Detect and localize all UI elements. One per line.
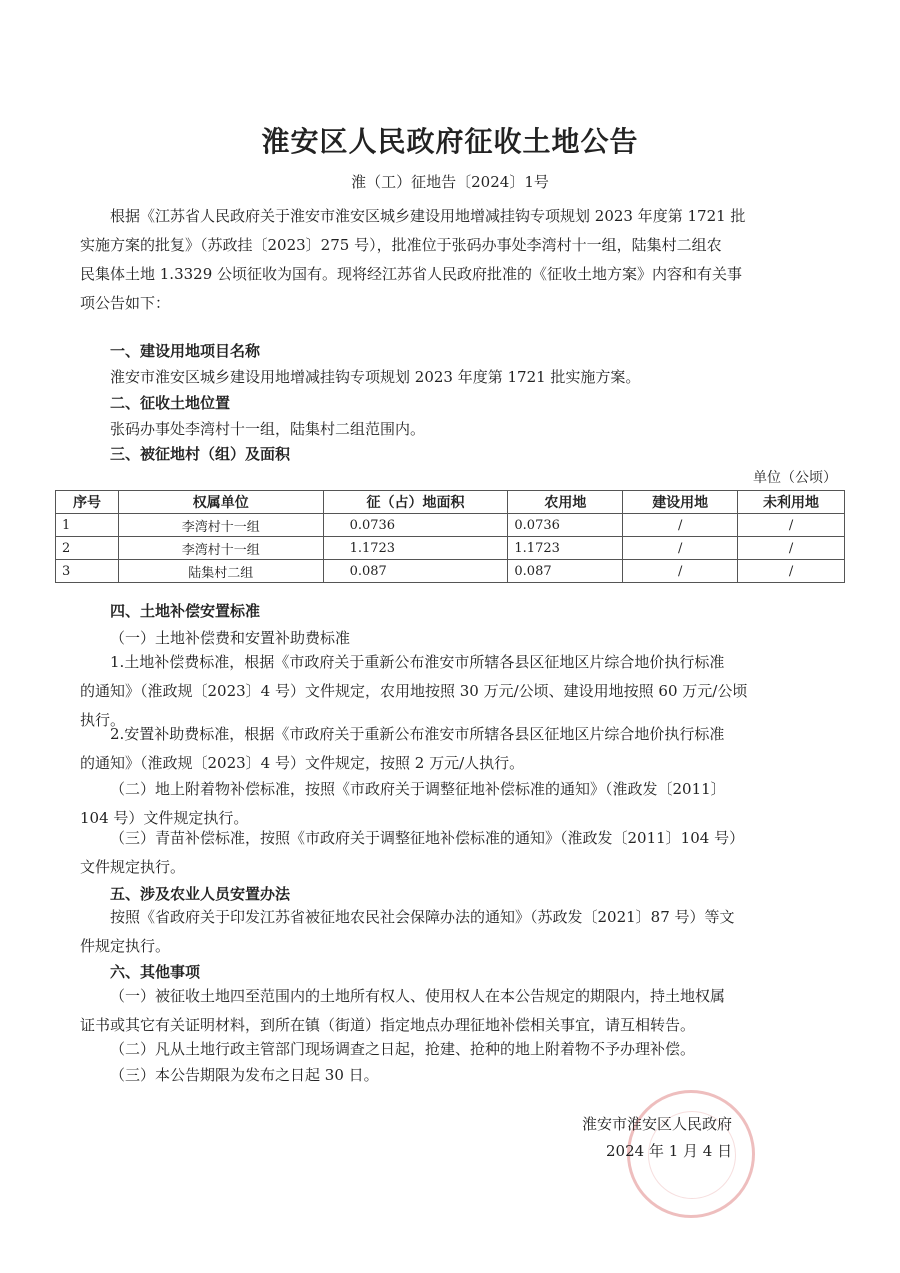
header-owner: 权属单位 (118, 491, 323, 514)
section-5-heading: 五、涉及农业人员安置办法 (110, 885, 291, 903)
paragraph-line: （三）青苗补偿标准，按照《市政府关于调整征地补偿标准的通知》（淮政发〔2011〕104 号） (110, 829, 745, 847)
table-row (56, 537, 845, 560)
cell-unused-land: / (738, 514, 845, 537)
page-title: 淮安区人民政府征收土地公告 (261, 125, 639, 158)
intro-line: 实施方案的批复》（苏政挂〔2023〕275 号），批准位于张码办事处李湾村十一组，陆集村二组农 (80, 236, 722, 254)
section-5-paragraph (80, 903, 840, 961)
section-2-text: 张码办事处李湾村十一组，陆集村二组范围内。 (110, 420, 426, 438)
section-2-heading: 二、征收土地位置 (110, 394, 231, 412)
table-unit-label: 单位（公顷） (753, 470, 837, 486)
paragraph-line: （二）地上附着物补偿标准，按照《市政府关于调整征地补偿标准的通知》（淮政发〔2011〕 (110, 780, 726, 798)
header-construction-land: 建设用地 (623, 491, 738, 514)
paragraph-line: 的通知》（淮政规〔2023〕4 号）文件规定，按照 2 万元/人执行。 (80, 754, 525, 772)
section-4-subheading: （一）土地补偿费和安置补助费标准 (110, 629, 351, 647)
cell-total-area: 0.087 (323, 560, 508, 583)
cell-serial: 1 (56, 514, 119, 537)
land-area-table (55, 490, 845, 583)
paragraph-line: 执行。 (80, 711, 126, 729)
section-6-paragraph-2: （二）凡从土地行政主管部门现场调查之日起，抢建、抢种的地上附着物不予办理补偿。 (110, 1040, 696, 1058)
paragraph-line: 按照《省政府关于印发江苏省被征地农民社会保障办法的通知》（苏政发〔2021〕87 号）等文 (110, 908, 735, 926)
paragraph-line: 的通知》（淮政规〔2023〕4 号）文件规定，农用地按照 30 万元/公顷、建设用地按照 60 万元/公顷 (80, 682, 748, 700)
header-total-area: 征（占）地面积 (323, 491, 508, 514)
cell-unused-land: / (738, 560, 845, 583)
paragraph-line: 件规定执行。 (80, 937, 171, 955)
cell-farmland: 1.1723 (508, 537, 623, 560)
signature-organization: 淮安市淮安区人民政府 (582, 1115, 733, 1133)
cell-owner: 李湾村十一组 (118, 514, 323, 537)
cell-construction-land: / (623, 514, 738, 537)
intro-line: 民集体土地 1.3329 公顷征收为国有。现将经江苏省人民政府批准的《征收土地方案》内容和有关事 (80, 265, 743, 283)
section-6-heading: 六、其他事项 (110, 963, 201, 981)
paragraph-line: 104 号）文件规定执行。 (80, 809, 249, 827)
cell-construction-land: / (623, 537, 738, 560)
resettlement-subsidy-paragraph (80, 720, 840, 778)
section-4-heading: 四、土地补偿安置标准 (110, 602, 261, 620)
table-header-row (56, 491, 845, 514)
cell-unused-land: / (738, 537, 845, 560)
intro-line: 项公告如下： (80, 294, 171, 312)
cell-serial: 3 (56, 560, 119, 583)
cell-farmland: 0.087 (508, 560, 623, 583)
paragraph-line: 2.安置补助费标准，根据《市政府关于重新公布淮安市所辖各县区征地区片综合地价执行标准 (110, 725, 725, 743)
document-number: 淮（工）征地告〔2024〕1号 (351, 173, 549, 191)
table-row (56, 514, 845, 537)
cell-serial: 2 (56, 537, 119, 560)
cell-total-area: 1.1723 (323, 537, 508, 560)
header-serial: 序号 (56, 491, 119, 514)
paragraph-line: 文件规定执行。 (80, 858, 186, 876)
header-unused-land: 未利用地 (738, 491, 845, 514)
paragraph-line: 1.土地补偿费标准，根据《市政府关于重新公布淮安市所辖各县区征地区片综合地价执行标准 (110, 653, 725, 671)
intro-line: 根据《江苏省人民政府关于淮安市淮安区城乡建设用地增减挂钩专项规划 2023 年度第 1721 批 (110, 207, 746, 225)
header-farmland: 农用地 (508, 491, 623, 514)
crop-compensation-paragraph (80, 824, 840, 882)
paragraph-line: （一）被征收土地四至范围内的土地所有权人、使用权人在本公告规定的期限内，持土地权属 (110, 987, 726, 1005)
section-6-paragraph-1 (80, 982, 840, 1040)
cell-construction-land: / (623, 560, 738, 583)
cell-owner: 李湾村十一组 (118, 537, 323, 560)
paragraph-line: 证书或其它有关证明材料，到所在镇（街道）指定地点办理征地补偿相关事宜，请互相转告。 (80, 1016, 696, 1034)
table-row (56, 560, 845, 583)
section-1-text: 淮安市淮安区城乡建设用地增减挂钩专项规划 2023 年度第 1721 批实施方案。 (110, 368, 641, 386)
section-6-paragraph-3: （三）本公告期限为发布之日起 30 日。 (110, 1066, 379, 1084)
cell-farmland: 0.0736 (508, 514, 623, 537)
section-3-heading: 三、被征地村（组）及面积 (110, 445, 291, 463)
cell-total-area: 0.0736 (323, 514, 508, 537)
intro-paragraph (80, 202, 840, 318)
cell-owner: 陆集村二组 (118, 560, 323, 583)
signature-date: 2024 年 1 月 4 日 (606, 1142, 733, 1160)
section-1-heading: 一、建设用地项目名称 (110, 342, 261, 360)
